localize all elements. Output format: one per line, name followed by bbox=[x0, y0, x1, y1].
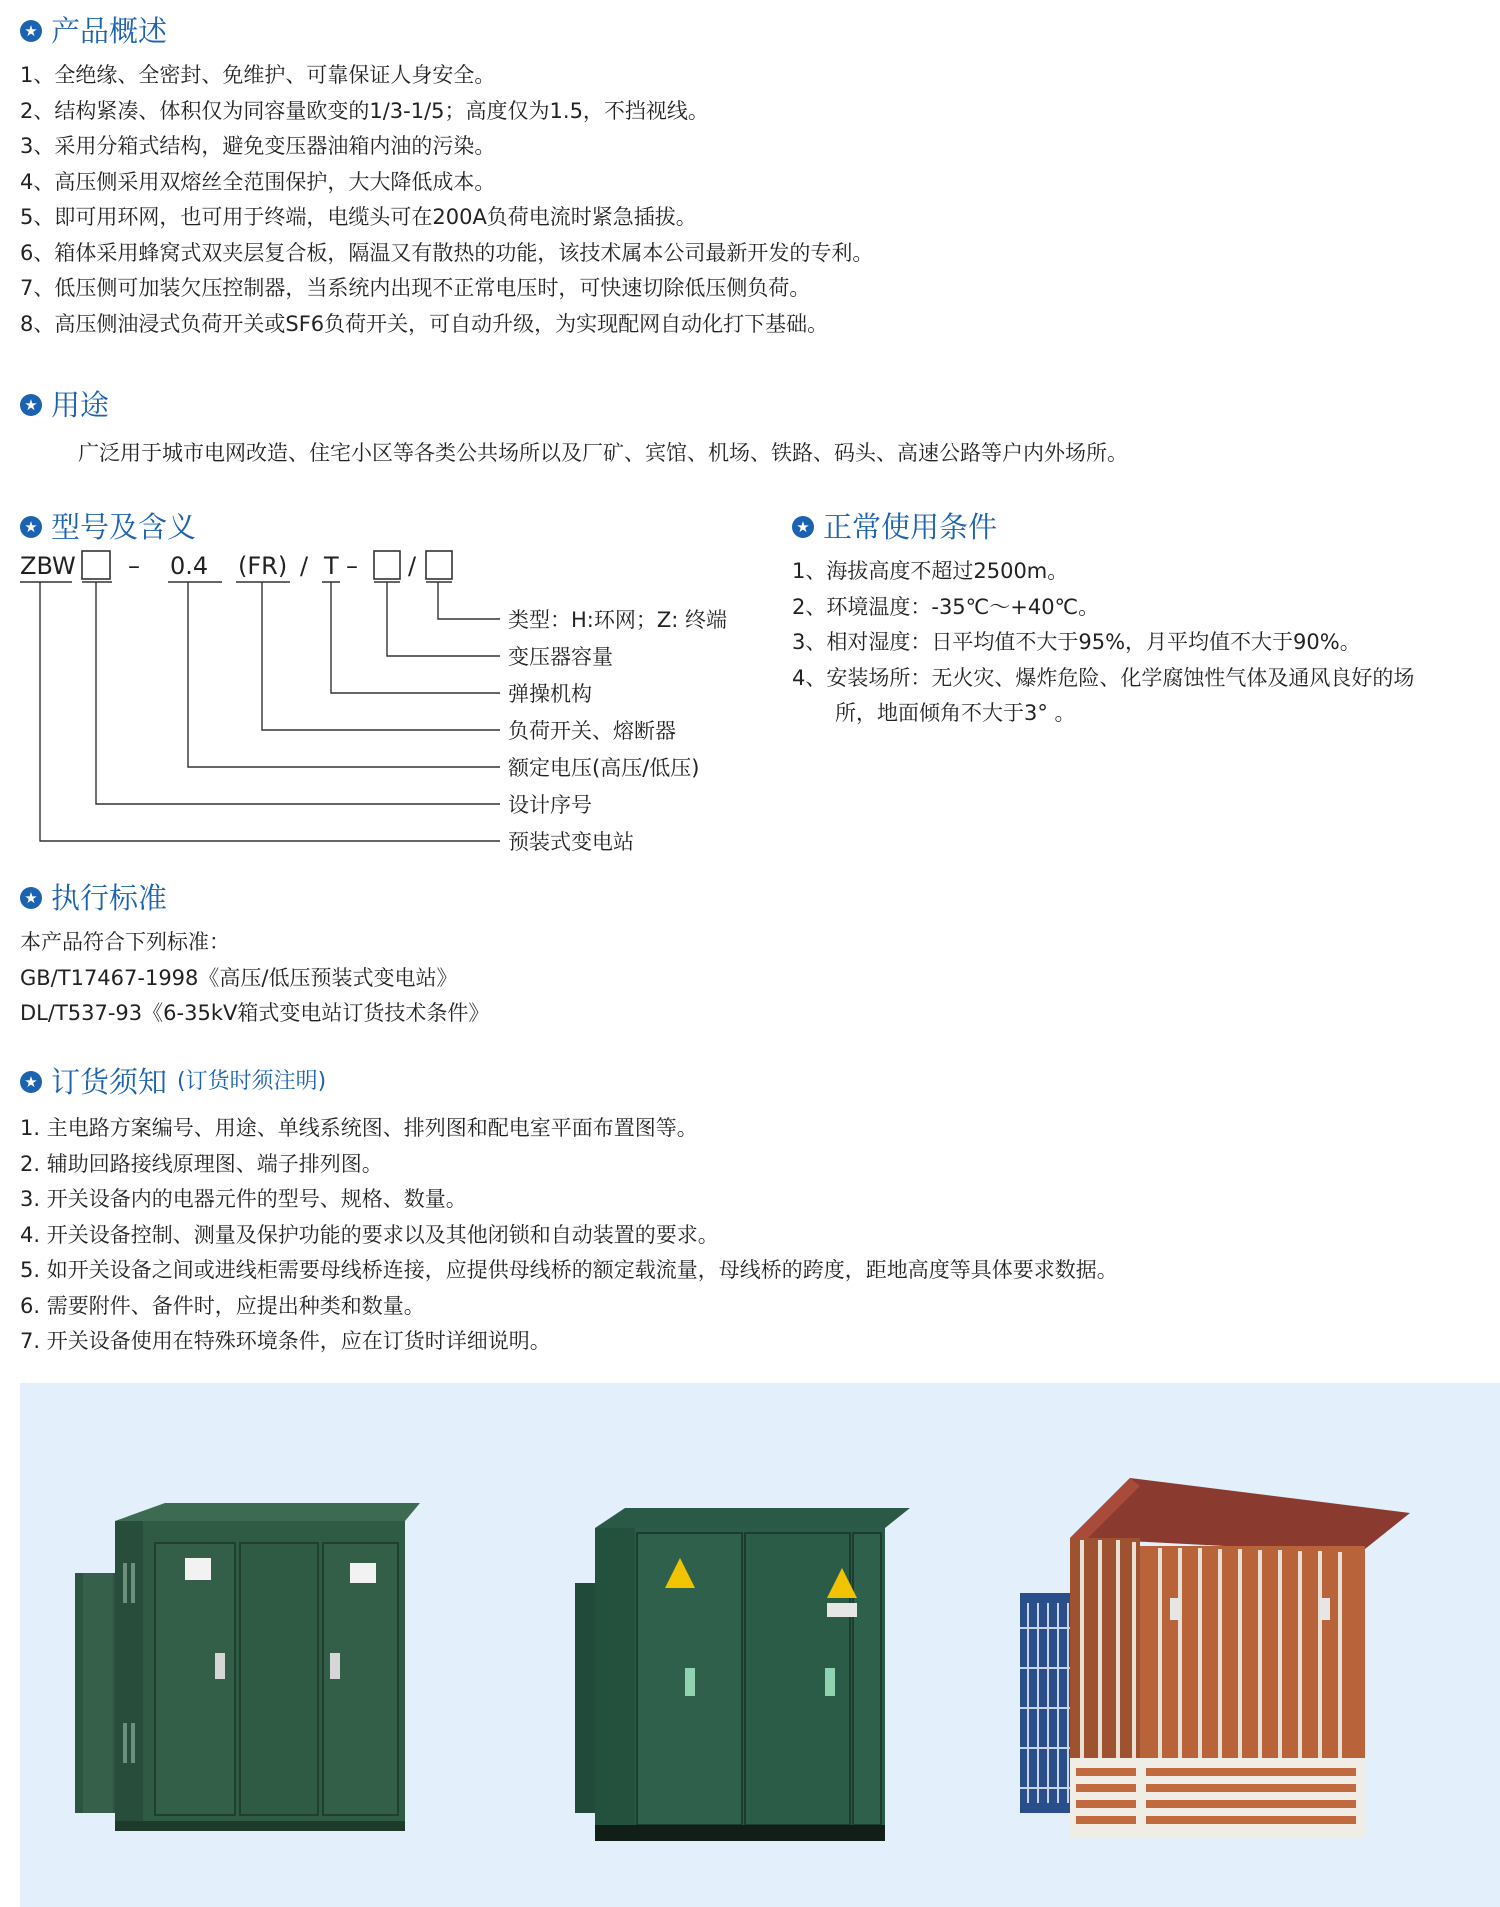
list-item: 7、低压侧可加装欠压控制器，当系统内出现不正常电压时，可快速切除低压侧负荷。 bbox=[20, 276, 811, 300]
model-code-dash: – bbox=[346, 552, 358, 580]
model-heading bbox=[20, 509, 196, 545]
product-photo-cabinet-3 bbox=[1020, 1478, 1410, 1858]
list-item: 2、结构紧凑、体积仅为同容量欧变的1/3-1/5；高度仅为1.5，不挡视线。 bbox=[20, 98, 709, 123]
list-item: 所，地面倾角不大于3° 。 bbox=[835, 701, 1076, 725]
star-circle-icon: ★ bbox=[20, 516, 42, 538]
ordering-list bbox=[20, 1111, 1118, 1360]
model-label-design: 设计序号 bbox=[508, 793, 592, 817]
model-code-diagram bbox=[20, 548, 760, 868]
product-photo-cabinet-2 bbox=[565, 1503, 910, 1848]
model-label-mechanism: 弹操机构 bbox=[508, 682, 592, 706]
ordering-title: 订货须知 bbox=[51, 1065, 168, 1099]
ordering-section bbox=[20, 1064, 1118, 1360]
list-item: 3、相对湿度：日平均值不大于95%，月平均值不大于90%。 bbox=[792, 630, 1361, 654]
list-item: GB/T17467-1998《高压/低压预装式变电站》 bbox=[20, 965, 458, 990]
standards-heading bbox=[20, 880, 489, 916]
star-circle-icon: ★ bbox=[20, 1071, 42, 1093]
list-item: 3、采用分箱式结构，避免变压器油箱内油的污染。 bbox=[20, 134, 496, 158]
list-item: 6. 需要附件、备件时，应提出种类和数量。 bbox=[20, 1293, 425, 1318]
list-item: 4. 开关设备控制、测量及保护功能的要求以及其他闭锁和自动装置的要求。 bbox=[20, 1222, 719, 1247]
list-item: 8、高压侧油浸式负荷开关或SF6负荷开关，可自动升级，为实现配网自动化打下基础。 bbox=[20, 311, 829, 336]
conditions-heading bbox=[792, 509, 1414, 545]
product-photo-panel bbox=[20, 1383, 1500, 1907]
list-item: 5. 如开关设备之间或进线柜需要母线桥连接，应提供母线桥的额定载流量，母线桥的跨度，距地高度等具体要求数据。 bbox=[20, 1258, 1118, 1282]
conditions-list bbox=[792, 554, 1414, 732]
model-code-slash: / bbox=[300, 552, 309, 580]
list-item: 2. 辅助回路接线原理图、端子排列图。 bbox=[20, 1151, 383, 1176]
model-box-capacity bbox=[374, 551, 400, 579]
list-item: 4、安装场所：无火灾、爆炸危险、化学腐蚀性气体及通风良好的场 bbox=[792, 665, 1415, 690]
conditions-section bbox=[792, 509, 1414, 732]
model-code-prefix: ZBW bbox=[20, 552, 76, 580]
list-item: 2、环境温度：-35℃～+40℃。 bbox=[792, 594, 1100, 619]
star-circle-icon: ★ bbox=[20, 394, 42, 416]
model-box-design bbox=[82, 551, 110, 579]
model-label-switch: 负荷开关、熔断器 bbox=[508, 719, 676, 743]
overview-list bbox=[20, 58, 873, 342]
model-label-substation: 预装式变电站 bbox=[508, 830, 634, 854]
standards-title: 执行标准 bbox=[51, 881, 168, 915]
overview-section bbox=[20, 13, 873, 342]
model-label-type: 类型：H:环网；Z: 终端 bbox=[508, 608, 728, 632]
model-title: 型号及含义 bbox=[51, 510, 197, 544]
list-item: 4、高压侧采用双熔丝全范围保护，大大降低成本。 bbox=[20, 169, 496, 194]
model-code-t: T bbox=[324, 552, 339, 580]
list-item: 6、箱体采用蜂窝式双夹层复合板，隔温又有散热的功能，该技术属本公司最新开发的专利。 bbox=[20, 240, 874, 265]
model-code-fr: (FR) bbox=[238, 552, 288, 580]
usage-heading bbox=[20, 387, 109, 423]
list-item: 1、海拔高度不超过2500m。 bbox=[792, 559, 1069, 583]
star-circle-icon: ★ bbox=[20, 887, 42, 909]
model-code-voltage: 0.4 bbox=[170, 552, 209, 580]
model-box-type bbox=[426, 551, 452, 579]
ordering-subtitle: (订货时须注明) bbox=[177, 1069, 327, 1094]
model-leader-lines bbox=[40, 582, 500, 841]
model-code-dash: – bbox=[128, 552, 140, 580]
list-item: 3. 开关设备内的电器元件的型号、规格、数量。 bbox=[20, 1187, 467, 1211]
product-photo-cabinet-1 bbox=[75, 1503, 420, 1838]
model-label-voltage: 额定电压(高压/低压) bbox=[508, 756, 700, 780]
list-item: 1. 主电路方案编号、用途、单线系统图、排列图和配电室平面布置图等。 bbox=[20, 1116, 698, 1140]
conditions-title: 正常使用条件 bbox=[823, 510, 998, 544]
list-item: 1、全绝缘、全密封、免维护、可靠保证人身安全。 bbox=[20, 63, 496, 87]
standards-list bbox=[20, 925, 489, 1032]
star-circle-icon: ★ bbox=[792, 516, 814, 538]
list-item: DL/T537-93《6-35kV箱式变电站订货技术条件》 bbox=[20, 1001, 490, 1025]
standards-section bbox=[20, 880, 489, 1032]
list-item: 本产品符合下列标准： bbox=[20, 930, 230, 954]
list-item: 5、即可用环网，也可用于终端，电缆头可在200A负荷电流时紧急插拔。 bbox=[20, 205, 697, 229]
overview-title: 产品概述 bbox=[51, 14, 168, 48]
star-circle-icon: ★ bbox=[20, 20, 42, 42]
usage-section bbox=[20, 387, 109, 423]
ordering-heading bbox=[20, 1064, 1118, 1100]
model-label-capacity: 变压器容量 bbox=[508, 645, 613, 669]
overview-heading bbox=[20, 13, 873, 49]
usage-title: 用途 bbox=[51, 388, 110, 422]
usage-text: 广泛用于城市电网改造、住宅小区等各类公共场所以及厂矿、宾馆、机场、铁路、码头、高速公路等户内外场所。 bbox=[78, 441, 1128, 465]
model-code-slash: / bbox=[408, 552, 417, 580]
list-item: 7. 开关设备使用在特殊环境条件，应在订货时详细说明。 bbox=[20, 1329, 551, 1353]
model-section bbox=[20, 509, 196, 545]
